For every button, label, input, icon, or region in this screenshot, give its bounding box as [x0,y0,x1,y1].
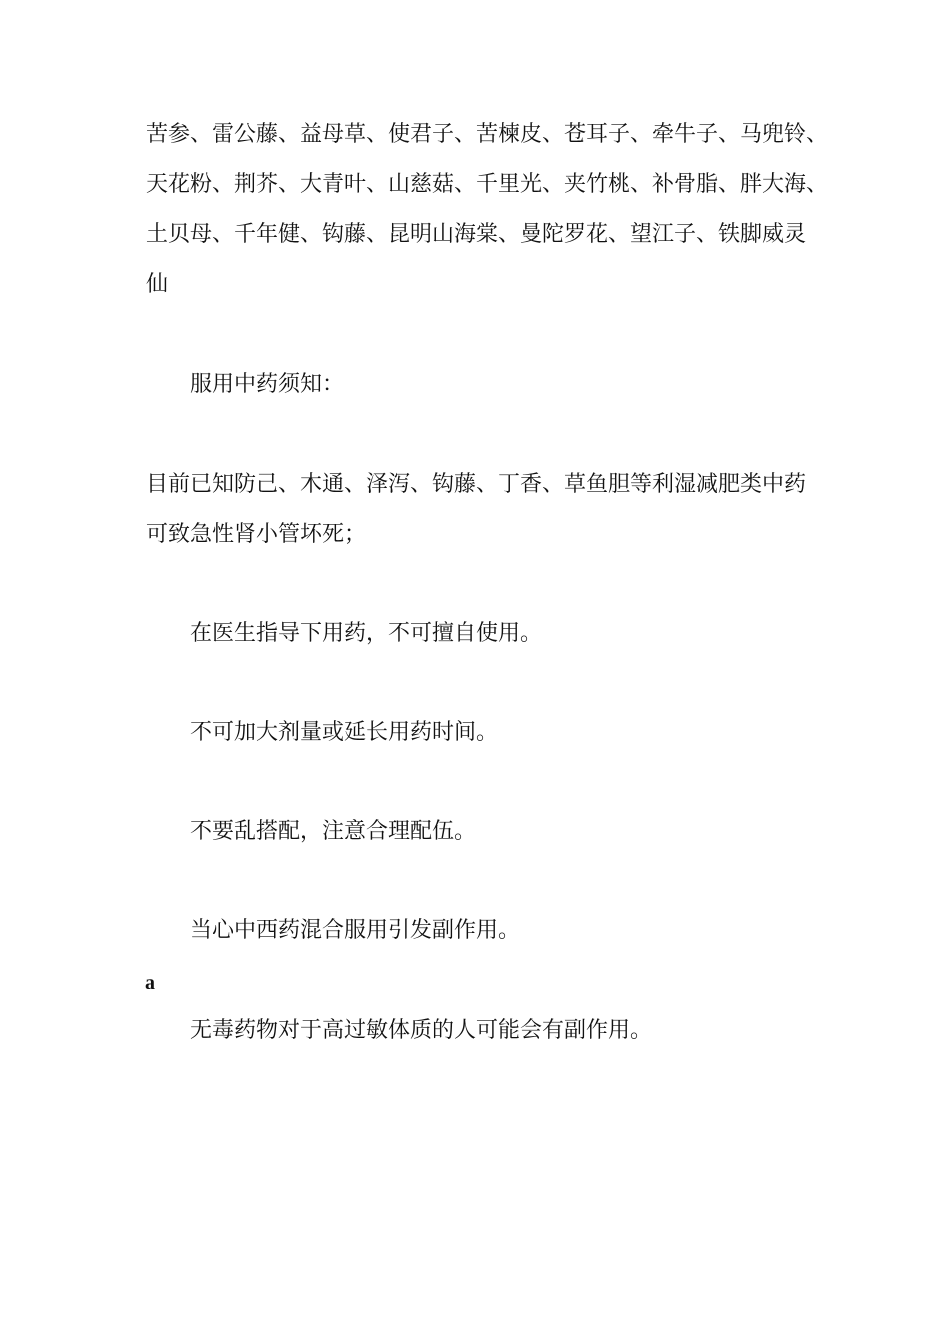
note-combination: 不要乱搭配，注意合理配伍。 [190,819,477,844]
note-allergy: 无毒药物对于高过敏体质的人可能会有副作用。 [190,1018,653,1043]
note-mixing-medicine: 当心中西药混合服用引发副作用。 [190,918,521,943]
text-line: 苦参、雷公藤、益母草、使君子、苦楝皮、苍耳子、牵牛子、马兜铃、 [146,122,829,147]
text-line: 天花粉、荆芥、大青叶、山慈菇、千里光、夹竹桃、补骨脂、胖大海、 [146,172,829,197]
text-line: 仙 [146,272,169,297]
section-heading: 服用中药须知： [190,372,345,397]
herb-list-paragraph [146,110,829,310]
text-line: 目前已知防己、木通、泽泻、钩藤、丁香、草鱼胆等利湿减肥类中药 [146,472,807,497]
warning-paragraph [146,460,816,560]
list-marker: a [145,972,155,994]
note-doctor-guidance: 在医生指导下用药，不可擅自使用。 [190,621,543,646]
text-line: 土贝母、千年健、钩藤、昆明山海棠、曼陀罗花、望江子、铁脚威灵 [146,222,807,247]
note-dosage: 不可加大剂量或延长用药时间。 [190,720,499,745]
text-line: 可致急性肾小管坏死； [146,522,367,547]
